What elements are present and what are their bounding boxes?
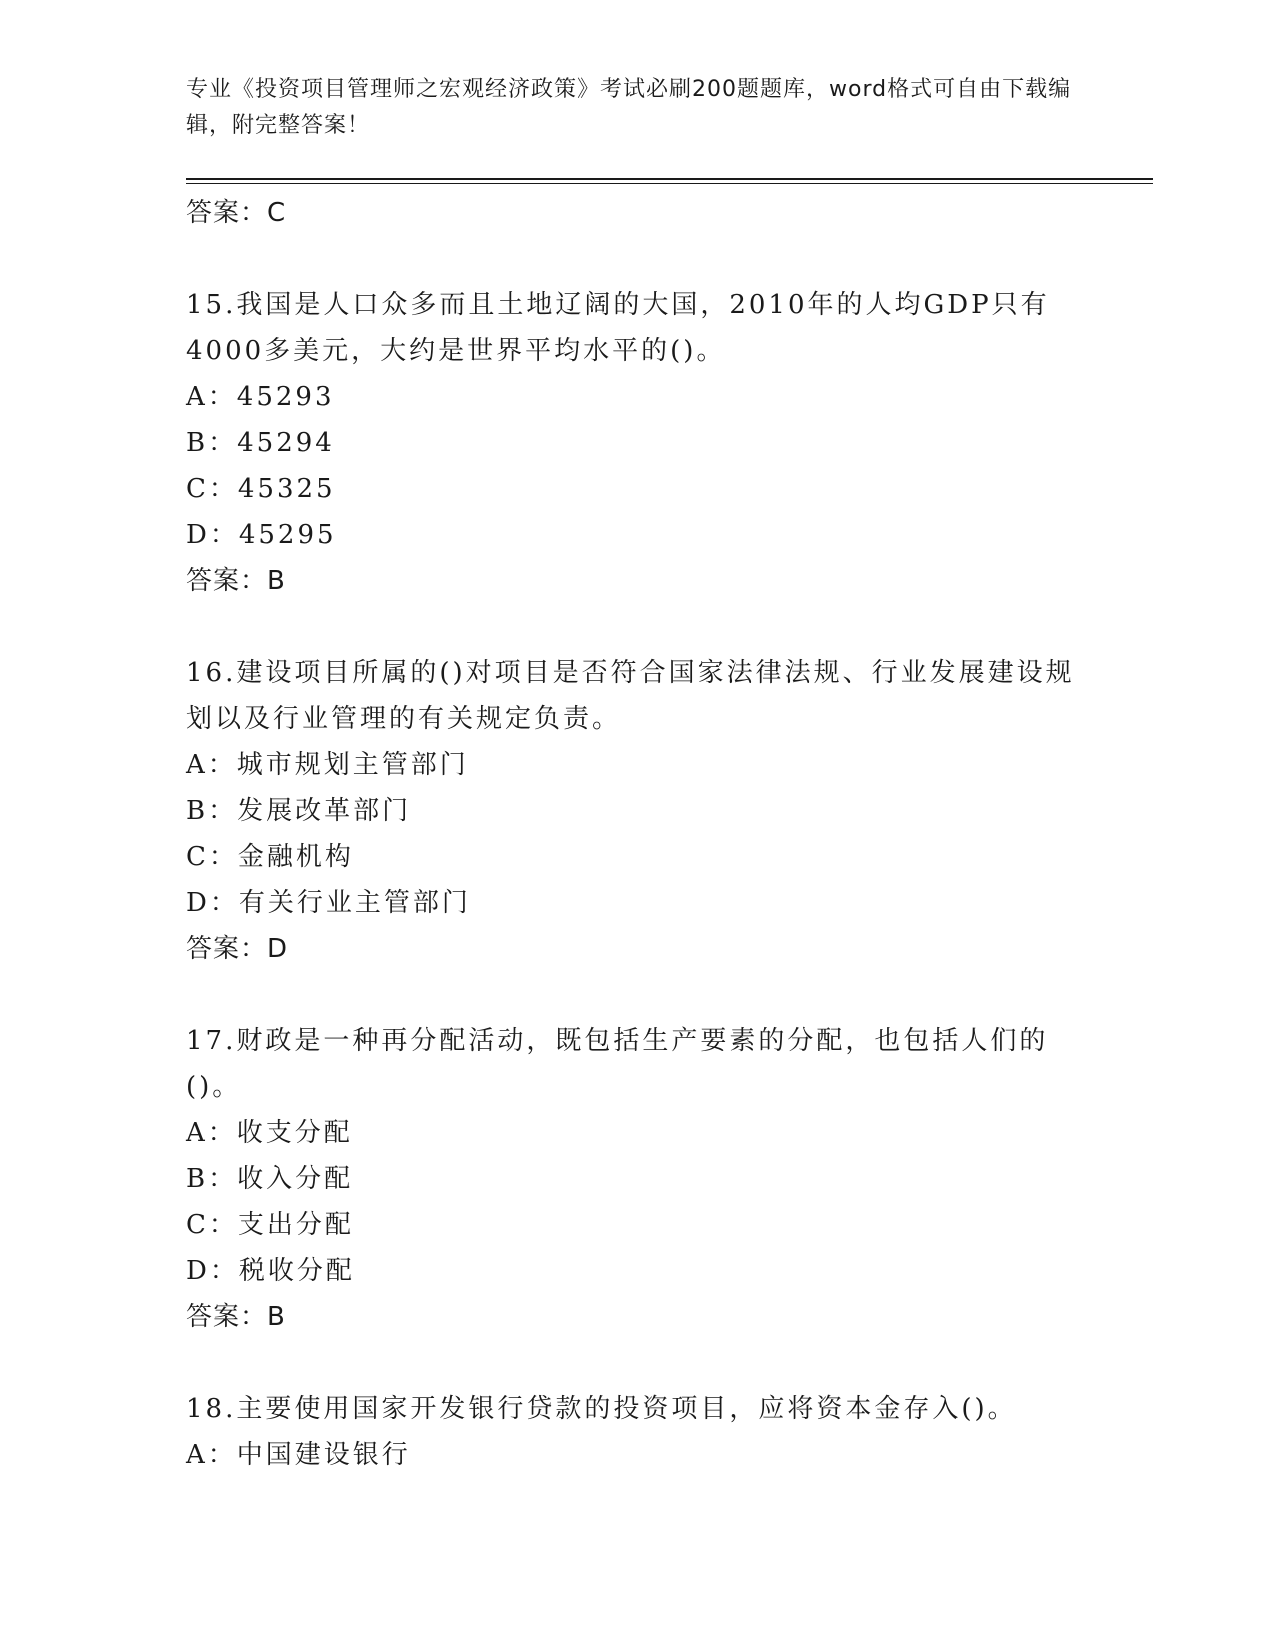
option-d: D：有关行业主管部门: [186, 888, 471, 918]
spacer: [186, 1340, 1086, 1386]
question-list: [186, 190, 1086, 1478]
option-d: D：税收分配: [186, 1256, 355, 1286]
previous-answer: 答案：C: [186, 198, 287, 228]
option-c: C：金融机构: [186, 842, 354, 872]
header-divider-thick: [186, 178, 1153, 180]
option-c: C：支出分配: [186, 1210, 354, 1240]
answer-text: 答案：B: [186, 1302, 286, 1332]
question-text: 16.建设项目所属的()对项目是否符合国家法律法规、行业发展建设规划以及行业管理的有关规定负责。: [186, 658, 1075, 734]
spacer: [186, 236, 1086, 282]
question-block: [186, 282, 1086, 604]
answer-text: 答案：D: [186, 934, 289, 964]
spacer: [186, 972, 1086, 1018]
question-text: 18.主要使用国家开发银行贷款的投资项目，应将资本金存入()。: [186, 1394, 1017, 1424]
option-b: B：发展改革部门: [186, 796, 412, 826]
option-d: D：45295: [186, 520, 337, 550]
option-b: B：45294: [186, 428, 335, 458]
option-c: C：45325: [186, 474, 336, 504]
question-block: [186, 1386, 1086, 1478]
question-block: [186, 1018, 1086, 1340]
document-header: 专业《投资项目管理师之宏观经济政策》考试必刷200题题库，word格式可自由下载编辑，附完整答案！: [186, 77, 1072, 138]
option-a: A：城市规划主管部门: [186, 750, 469, 780]
spacer: [186, 604, 1086, 650]
option-b: B：收入分配: [186, 1164, 354, 1194]
option-a: A：收支分配: [186, 1118, 353, 1148]
question-text: 17.财政是一种再分配活动，既包括生产要素的分配，也包括人们的()。: [186, 1026, 1049, 1102]
question-text: 15.我国是人口众多而且土地辽阔的大国，2010年的人均GDP只有4000多美元，大约是世界平均水平的()。: [186, 290, 1050, 366]
header-divider-thin: [186, 183, 1153, 184]
answer-text: 答案：B: [186, 566, 286, 596]
option-a: A：中国建设银行: [186, 1440, 411, 1470]
option-a: A：45293: [186, 382, 335, 412]
question-block: [186, 650, 1086, 972]
